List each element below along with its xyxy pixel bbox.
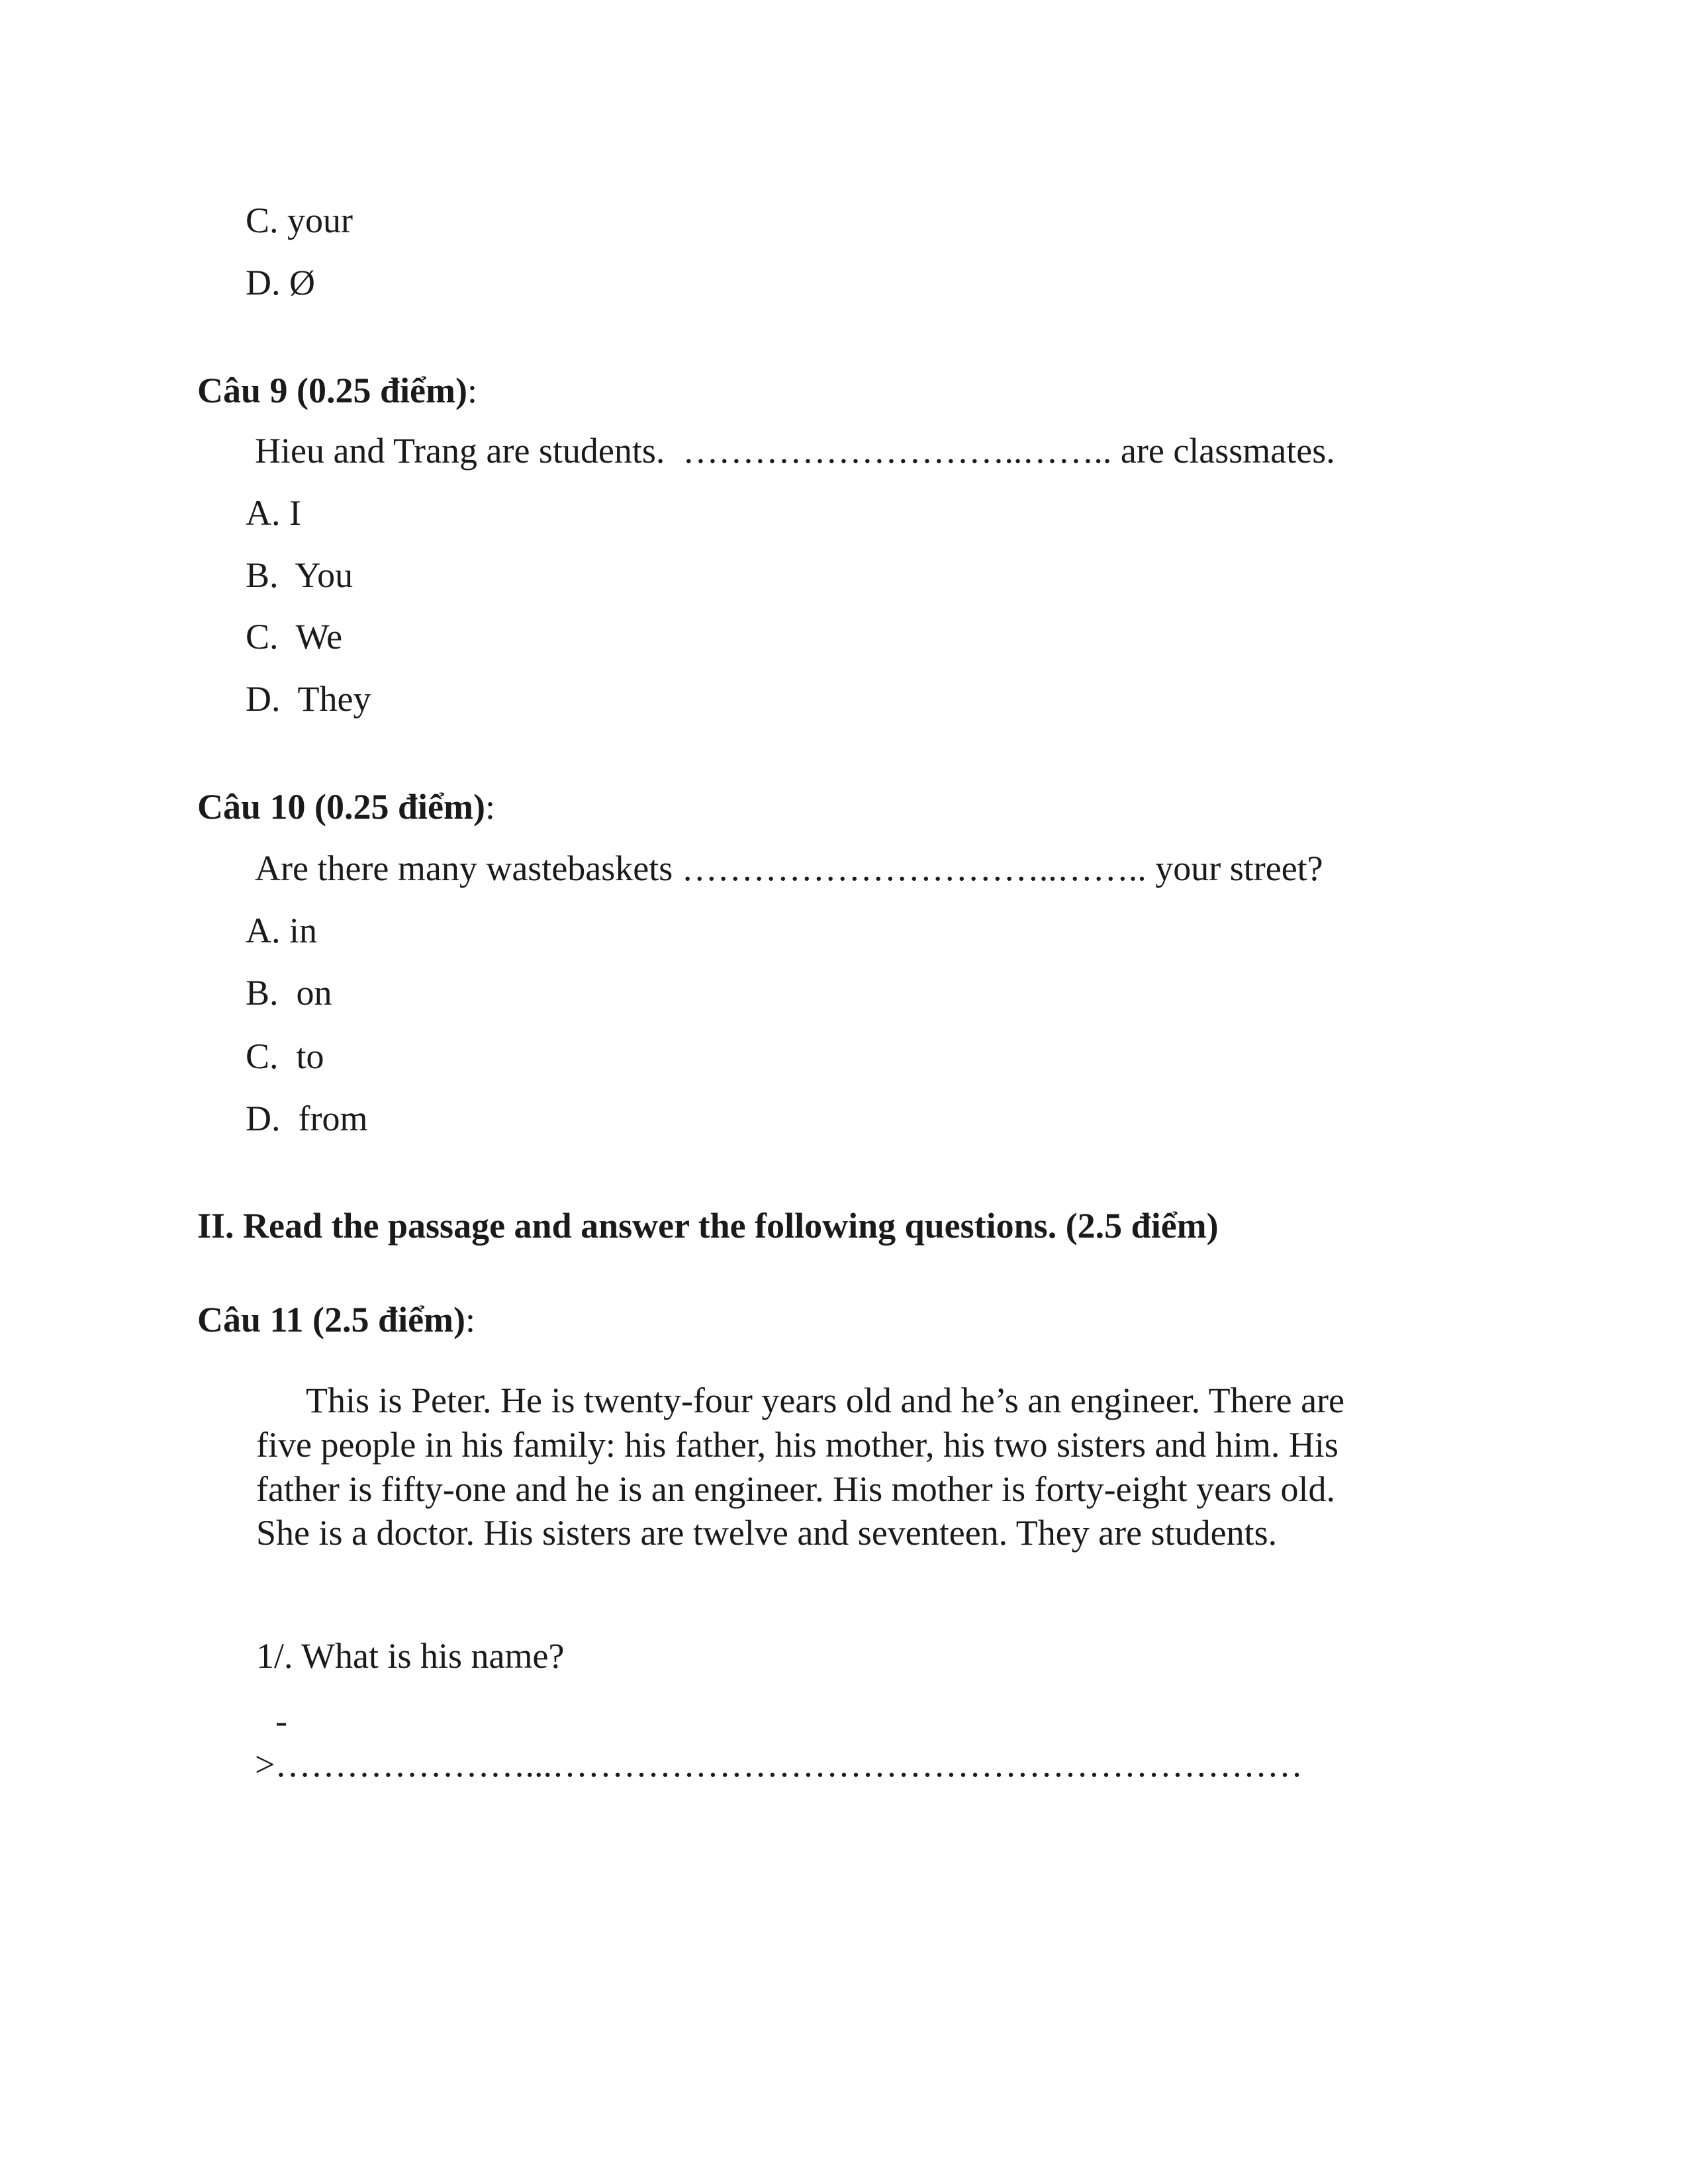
q8-option-d: D. Ø (246, 263, 315, 302)
q9-colon: : (467, 371, 477, 410)
q10-heading-text: Câu 10 (0.25 điểm) (197, 787, 485, 827)
passage-line-3: father is fifty-one and he is an engineer. His mother is forty-eight years old. (256, 1469, 1336, 1509)
q9-option-a: A. I (246, 493, 301, 533)
q9-option-c: C. We (246, 617, 343, 657)
q9-heading-text: Câu 9 (0.25 điểm) (197, 371, 467, 410)
passage-line-1: This is Peter. He is twenty-four years old and he’s an engineer. There are (306, 1381, 1345, 1420)
q10-heading (197, 787, 495, 827)
passage-line-4: She is a doctor. His sisters are twelve and seventeen. They are students. (256, 1513, 1278, 1553)
q10-colon: : (485, 787, 495, 827)
q10-prompt: Are there many wastebaskets …………………………..…….. your street? (255, 848, 1323, 888)
q9-heading (197, 371, 477, 410)
q10-option-a: A. in (246, 911, 317, 950)
q10-option-c: C. to (246, 1036, 324, 1076)
q8-option-c: C. your (246, 201, 353, 240)
section-2-title: II. Read the passage and answer the following questions. (2.5 điểm) (197, 1206, 1219, 1246)
answer-dash: - (275, 1701, 287, 1741)
q9-prompt: Hieu and Trang are students. ………………………..…….. are classmates. (255, 431, 1335, 471)
q9-option-d: D. They (246, 679, 371, 719)
q10-option-d: D. from (246, 1099, 368, 1138)
q11-colon: : (465, 1300, 476, 1340)
q9-option-b: B. You (246, 555, 353, 595)
q11-heading-text: Câu 11 (2.5 điểm) (197, 1300, 465, 1340)
q10-option-b: B. on (246, 973, 332, 1013)
question-1: 1/. What is his name? (256, 1636, 565, 1676)
answer-line[interactable]: >…………………...……………………………………………………… (255, 1745, 1303, 1784)
passage-line-2: five people in his family: his father, his mother, his two sisters and him. His (256, 1425, 1338, 1465)
q11-heading (197, 1300, 475, 1340)
